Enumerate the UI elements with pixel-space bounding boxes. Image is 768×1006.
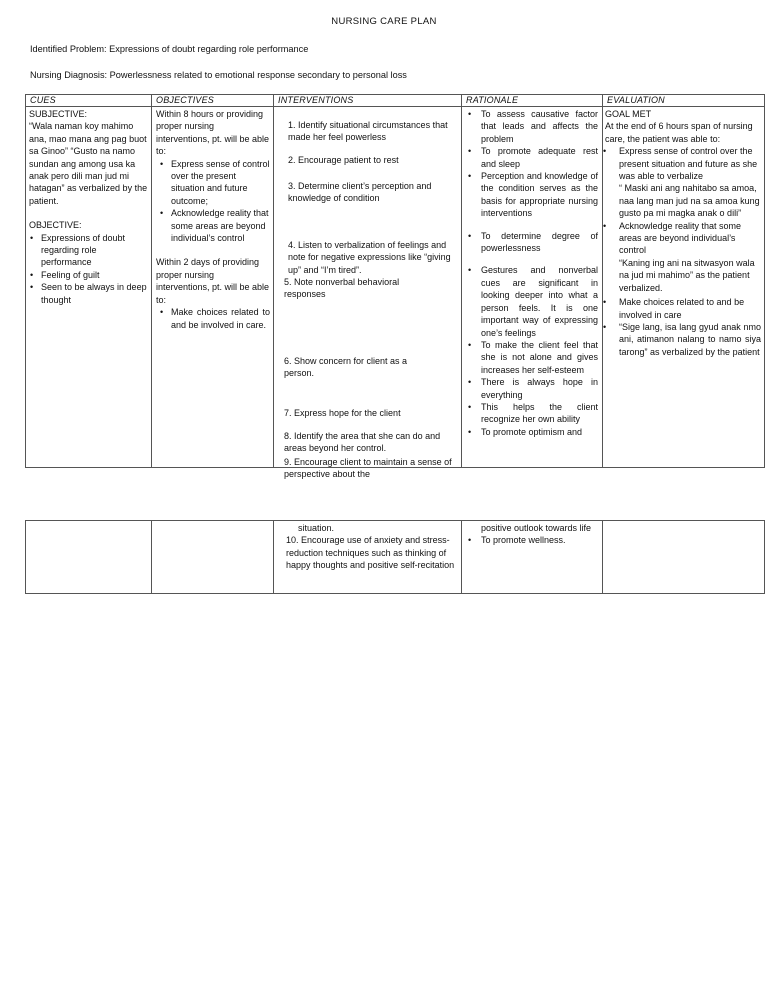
list-item: • Gestures and nonverbal cues are significant in looking deeper into what a person feels. It is one important way of expressing one’s feelings <box>466 264 598 338</box>
care-plan-table <box>25 94 765 480</box>
intervention-4: 4. Listen to verbalization of feelings and note for negative expressions like “giving up” and “I’m tired”. <box>288 240 451 275</box>
patient-quote: “Kaning ing ani na sitwasyon wala na jud mi mahimo” as the patient verbalized. <box>619 257 755 293</box>
list-item: • There is always hope in everything <box>466 376 598 401</box>
list-item: • Seen to be always in deep thought <box>26 281 148 306</box>
interventions-cell-continued <box>274 521 462 594</box>
evaluation-cell-continued <box>603 521 765 594</box>
evaluation-item: Acknowledge reality that some areas are beyond individual’s control <box>619 220 742 256</box>
rationale-list <box>466 108 598 438</box>
header-evaluation: EVALUATION <box>603 95 765 107</box>
objectives-list-8h <box>156 158 270 245</box>
list-item: • This helps the client recognize her own ability <box>466 401 598 426</box>
interventions-cell <box>274 107 462 480</box>
intervention-9: 9. Encourage client to maintain a sense of perspective about the <box>284 457 452 480</box>
subjective-label: SUBJECTIVE: <box>29 109 88 119</box>
patient-quote: “ Maski ani ang nahitabo sa amoa, naa lang man jud na sa amoa kung gusto pa mi magka anak o dili” <box>619 183 760 219</box>
cues-cell <box>26 107 152 468</box>
care-plan-table-continued <box>25 520 765 594</box>
evaluation-item: Express sense of control over the present situation and future as she was able to verbalize <box>619 146 758 182</box>
list-item: • To determine degree of powerlessness <box>466 230 598 255</box>
list-item: • Acknowledge reality that some areas are beyond individual’s control <box>156 207 270 244</box>
list-item: • Perception and knowledge of the condition serves as the basis for appropriate nursing interventions <box>466 170 598 220</box>
rationale-cell-continued <box>462 521 603 594</box>
list-item: • “Sige lang, isa lang gyud anak nmo ani, atimanon nalang to namo siya tarong” as verbalized by the patient <box>605 321 761 358</box>
objective-list <box>26 232 148 306</box>
list-item <box>605 220 761 294</box>
objectives-intro-2d: Within 2 days of providing proper nursing interventions, pt. will be able to: <box>156 257 270 305</box>
list-item: • To make the client feel that she is not alone and gives increases her self-esteem <box>466 339 598 376</box>
identified-problem: Identified Problem: Expressions of doubt regarding role performance <box>30 44 309 54</box>
list-item: • To assess causative factor that leads and affects the problem <box>466 108 598 145</box>
list-item <box>605 145 761 219</box>
objective-label: OBJECTIVE: <box>29 220 82 231</box>
header-cues: CUES <box>26 95 152 107</box>
rationale-continuation: positive outlook towards life <box>481 523 592 533</box>
header-interventions: INTERVENTIONS <box>274 95 462 107</box>
list-item: • Expressions of doubt regarding role performance <box>26 232 148 269</box>
evaluation-intro: At the end of 6 hours span of nursing care, the patient was able to: <box>605 121 753 144</box>
intervention-5: 5. Note nonverbal behavioral responses <box>284 277 400 300</box>
evaluation-list <box>605 145 761 358</box>
subjective-text: “Wala naman koy mahimo ana, mao mana ang pag buot sa Ginoo” “Gusto na namo sundan ang among usa ka anak pero dili man jud mi hatagan” as verbalized by the patient. <box>29 121 148 206</box>
intervention-9-continued: situation. <box>298 523 335 533</box>
list-item: • Make choices related to and be involved in care. <box>156 306 270 331</box>
list-item: • Express sense of control over the present situation and future outcome; <box>156 158 270 208</box>
rationale-list-continued <box>466 534 598 546</box>
intervention-10: 10. Encourage use of anxiety and stress-reduction techniques such as thinking of happy thoughts and positive self-recitation <box>286 535 455 571</box>
intervention-2: 2. Encourage patient to rest <box>288 155 399 165</box>
list-item: • To promote optimism and <box>466 426 598 438</box>
intervention-8: 8. Identify the area that she can do and areas beyond her control. <box>284 431 441 454</box>
cues-cell-continued <box>26 521 152 594</box>
list-item: • Make choices related to and be involved in care <box>605 296 761 321</box>
objectives-intro-8h: Within 8 hours or providing proper nursing interventions, pt. will be able to: <box>156 109 270 157</box>
evaluation-cell <box>603 107 765 468</box>
intervention-6: 6. Show concern for client as a person. <box>284 356 408 379</box>
intervention-3: 3. Determine client’s perception and knowledge of condition <box>288 181 432 204</box>
nursing-diagnosis: Nursing Diagnosis: Powerlessness related to emotional response secondary to personal loss <box>30 70 407 80</box>
objectives-cell-continued <box>152 521 274 594</box>
objectives-list-2d <box>156 306 270 331</box>
header-row <box>26 95 765 107</box>
content-row <box>26 107 765 468</box>
list-item: • To promote wellness. <box>466 534 598 546</box>
goal-status: GOAL MET <box>605 109 652 119</box>
header-objectives: OBJECTIVES <box>152 95 274 107</box>
header-rationale: RATIONALE <box>462 95 603 107</box>
intervention-1: 1. Identify situational circumstances that made her feel powerless <box>288 120 448 143</box>
content-row <box>26 521 765 594</box>
document-title: NURSING CARE PLAN <box>331 16 437 27</box>
list-item: • Feeling of guilt <box>26 269 148 281</box>
objectives-cell <box>152 107 274 468</box>
intervention-7: 7. Express hope for the client <box>284 408 401 418</box>
list-item: • To promote adequate rest and sleep <box>466 145 598 170</box>
rationale-cell <box>462 107 603 468</box>
